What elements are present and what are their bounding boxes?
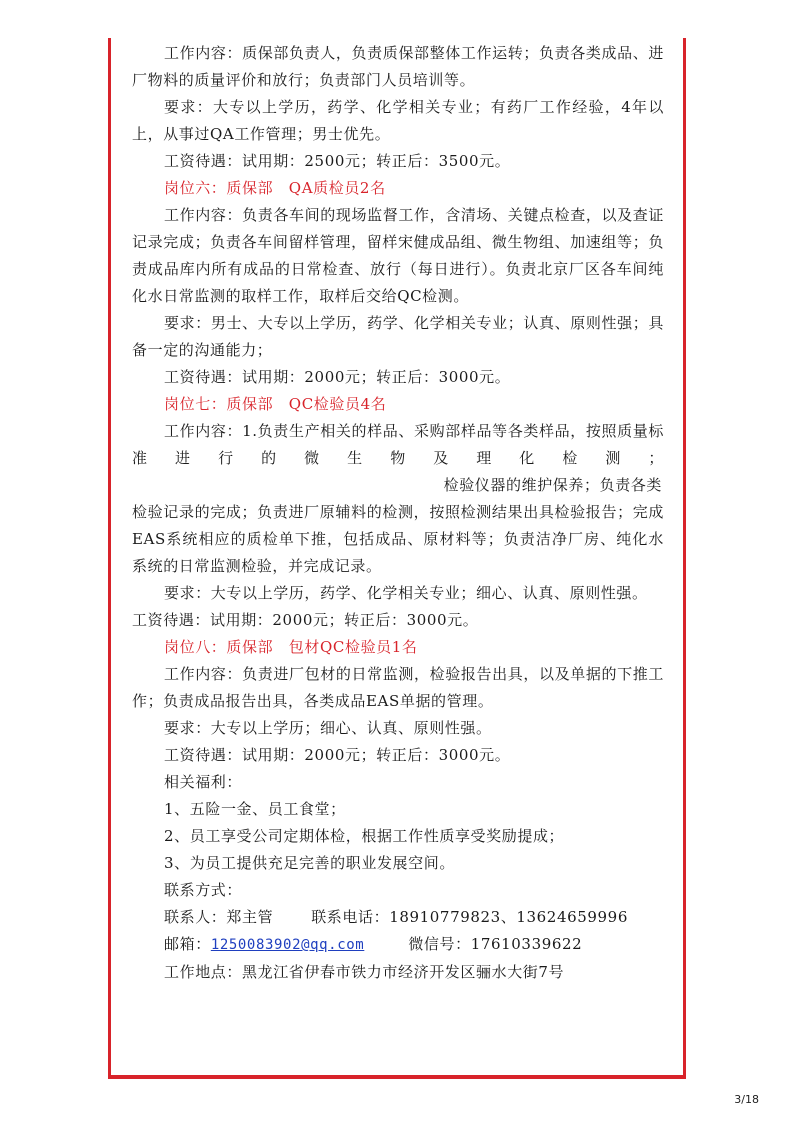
- work-address: 工作地点：黑龙江省伊春市铁力市经济开发区骊水大街7号: [164, 963, 565, 981]
- benefits-title: 相关福利：: [164, 773, 243, 791]
- job5-requirements: 要求：大专以上学历，药学、化学相关专业；有药厂工作经验，4年以上，从事过QA工作管理；男士优先。: [132, 98, 664, 143]
- document-body: [132, 40, 664, 986]
- contact-row: [132, 904, 664, 931]
- email-row: [132, 931, 664, 959]
- job8-salary: 工资待遇：试用期：2000元；转正后：3000元。: [164, 746, 511, 764]
- email-link[interactable]: 1250083902@qq.com: [210, 937, 365, 953]
- contact-title: 联系方式：: [164, 881, 243, 899]
- benefit-item: 2、员工享受公司定期体检，根据工作性质享受奖励提成；: [164, 827, 565, 845]
- benefit-item: 1、五险一金、员工食堂；: [164, 800, 346, 818]
- job5-salary: 工资待遇：试用期：2500元；转正后：3500元。: [164, 152, 511, 170]
- job6-duties: 工作内容：负责各车间的现场监督工作，含清场、关键点检查，以及查证记录完成；负责各车间留样管理，留样宋健成品组、微生物组、加速组等；负责成品库内所有成品的日常检查、放行（每日进行）。负责北京厂区各车间纯化水日常监测的取样工作，取样后交给QC检测。: [132, 206, 664, 305]
- job7-salary: 工资待遇：试用期：2000元；转正后：3000元。: [132, 611, 479, 629]
- page-number: 3/18: [734, 1093, 759, 1106]
- job7-duties-part3: 检验记录的完成；负责进厂原辅料的检测，按照检测结果出具检验报告；完成EAS系统相应的质检单下推，包括成品、原材料等；负责洁净厂房、纯化水系统的日常监测检验，并完成记录。: [132, 503, 664, 575]
- contact-person: 联系人：郑主管: [164, 908, 274, 926]
- job7-duties-part2: 检验仪器的维护保养；负责各类: [443, 476, 662, 494]
- job6-requirements: 要求：男士、大专以上学历，药学、化学相关专业；认真、原则性强；具备一定的沟通能力；: [132, 314, 664, 359]
- contact-phone: 联系电话：18910779823、13624659996: [311, 908, 628, 926]
- job6-heading: 岗位六：质保部 QA质检员2名: [164, 179, 386, 197]
- job8-requirements: 要求：大专以上学历；细心、认真、原则性强。: [164, 719, 492, 737]
- job8-heading: 岗位八：质保部 包材QC检验员1名: [164, 638, 418, 656]
- wechat-id: 微信号：17610339622: [408, 935, 583, 953]
- job8-duties: 工作内容：负责进厂包材的日常监测，检验报告出具，以及单据的下推工作；负责成品报告出具，各类成品EAS单据的管理。: [132, 665, 664, 710]
- job7-heading: 岗位七：质保部 QC检验员4名: [164, 395, 387, 413]
- job7-duties-part1: 工作内容：1.负责生产相关的样品、采购部样品等各类样品，按照质量标准进行的微生物及理化检测；: [132, 422, 664, 467]
- email-label: 邮箱：: [164, 935, 211, 953]
- job5-duties: 工作内容：质保部负责人，负责质保部整体工作运转；负责各类成品、进厂物料的质量评价和放行；负责部门人员培训等。: [132, 44, 664, 89]
- benefit-item: 3、为员工提供充足完善的职业发展空间。: [164, 854, 455, 872]
- job6-salary: 工资待遇：试用期：2000元；转正后：3000元。: [164, 368, 511, 386]
- job7-requirements: 要求：大专以上学历，药学、化学相关专业；细心、认真、原则性强。: [164, 584, 648, 602]
